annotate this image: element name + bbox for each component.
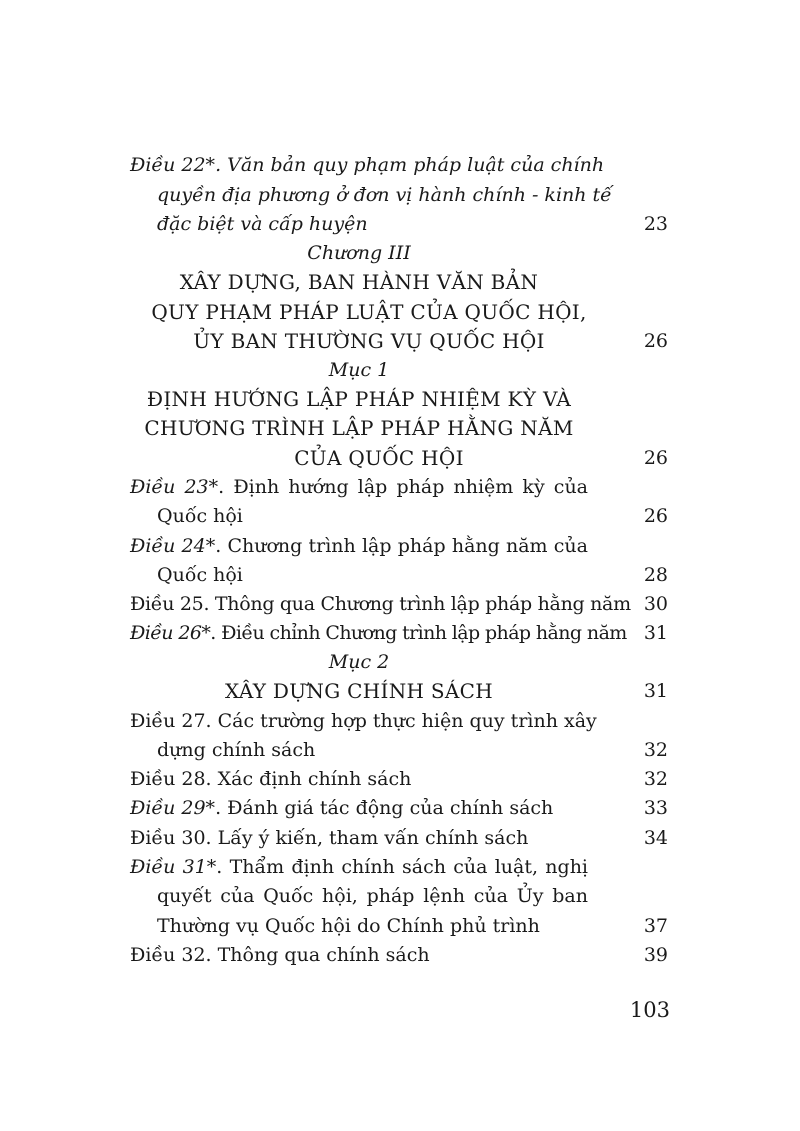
toc-page-number: 39 <box>643 944 668 966</box>
section-label: Mục 2 <box>328 651 390 673</box>
chapter-title-line-2: QUY PHẠM PHÁP LUẬT CỦA QUỐC HỘI, <box>151 300 587 324</box>
toc-page-number: 31 <box>643 680 668 702</box>
toc-entry-dieu-24-line-1: Điều 24*. Chương trình lập pháp hằng năm của <box>130 535 588 557</box>
toc-entry-dieu-31-line-1: Điều 31*. Thẩm định chính sách của luật, nghị <box>130 856 589 878</box>
toc-entry-dieu-22-line-2: quyền địa phương ở đơn vị hành chính - kinh tế <box>157 184 612 206</box>
chapter-title-line-3: ỦY BAN THƯỜNG VỤ QUỐC HỘI <box>193 329 545 353</box>
toc-entry-dieu-30: Điều 30. Lấy ý kiến, tham vấn chính sách <box>130 827 529 849</box>
toc-page-number: 32 <box>643 739 668 761</box>
toc-page-number: 32 <box>643 768 668 790</box>
toc-entry-dieu-23-line-1: Điều 23*. Định hướng lập pháp nhiệm kỳ của <box>130 476 589 498</box>
toc-entry-dieu-32: Điều 32. Thông qua chính sách <box>130 944 430 966</box>
toc-entry-dieu-31-line-2: quyết của Quốc hội, pháp lệnh của Ủy ban <box>157 885 588 907</box>
page-number: 103 <box>629 998 670 1022</box>
toc-page-number: 31 <box>643 622 668 644</box>
toc-page-number: 28 <box>643 564 668 586</box>
section-title-line-2: CHƯƠNG TRÌNH LẬP PHÁP HẰNG NĂM <box>144 416 574 440</box>
toc-page-number: 26 <box>643 505 668 527</box>
toc-page-number: 30 <box>643 593 668 615</box>
toc-entry-dieu-22-line-1: Điều 22*. Văn bản quy phạm pháp luật của chính <box>130 154 605 176</box>
toc-page-number: 23 <box>643 213 668 235</box>
section-title: XÂY DỰNG CHÍNH SÁCH <box>225 679 493 703</box>
toc-entry-dieu-27-line-1: Điều 27. Các trường hợp thực hiện quy trình xây <box>130 710 597 732</box>
toc-entry-dieu-26: Điều 26*. Điều chỉnh Chương trình lập pháp hằng năm <box>130 622 627 644</box>
toc-page-number: 34 <box>643 827 668 849</box>
toc-entry-dieu-23-line-2: Quốc hội <box>157 505 243 527</box>
toc-entry-dieu-27-line-2: dựng chính sách <box>157 739 316 761</box>
toc-page-number: 37 <box>643 915 668 937</box>
section-title-line-3: CỦA QUỐC HỘI <box>294 446 464 470</box>
toc-page-number: 33 <box>643 797 668 819</box>
toc-entry-dieu-31-line-3: Thường vụ Quốc hội do Chính phủ trình <box>157 915 540 937</box>
section-title-line-1: ĐỊNH HƯỚNG LẬP PHÁP NHIỆM KỲ VÀ <box>146 387 572 411</box>
toc-entry-dieu-24-line-2: Quốc hội <box>157 564 243 586</box>
section-label: Mục 1 <box>328 359 390 381</box>
toc-page-number: 26 <box>643 447 668 469</box>
toc-entry-dieu-25: Điều 25. Thông qua Chương trình lập pháp hằng năm <box>130 593 631 615</box>
toc-entry-dieu-29: Điều 29*. Đánh giá tác động của chính sách <box>130 797 554 819</box>
toc-page-number: 26 <box>643 330 668 352</box>
toc-entry-dieu-28: Điều 28. Xác định chính sách <box>130 768 412 790</box>
chapter-title-line-1: XÂY DỰNG, BAN HÀNH VĂN BẢN <box>179 270 539 294</box>
toc-entry-dieu-22-line-3: đặc biệt và cấp huyện <box>157 213 368 235</box>
chapter-label: Chương III <box>307 242 411 264</box>
